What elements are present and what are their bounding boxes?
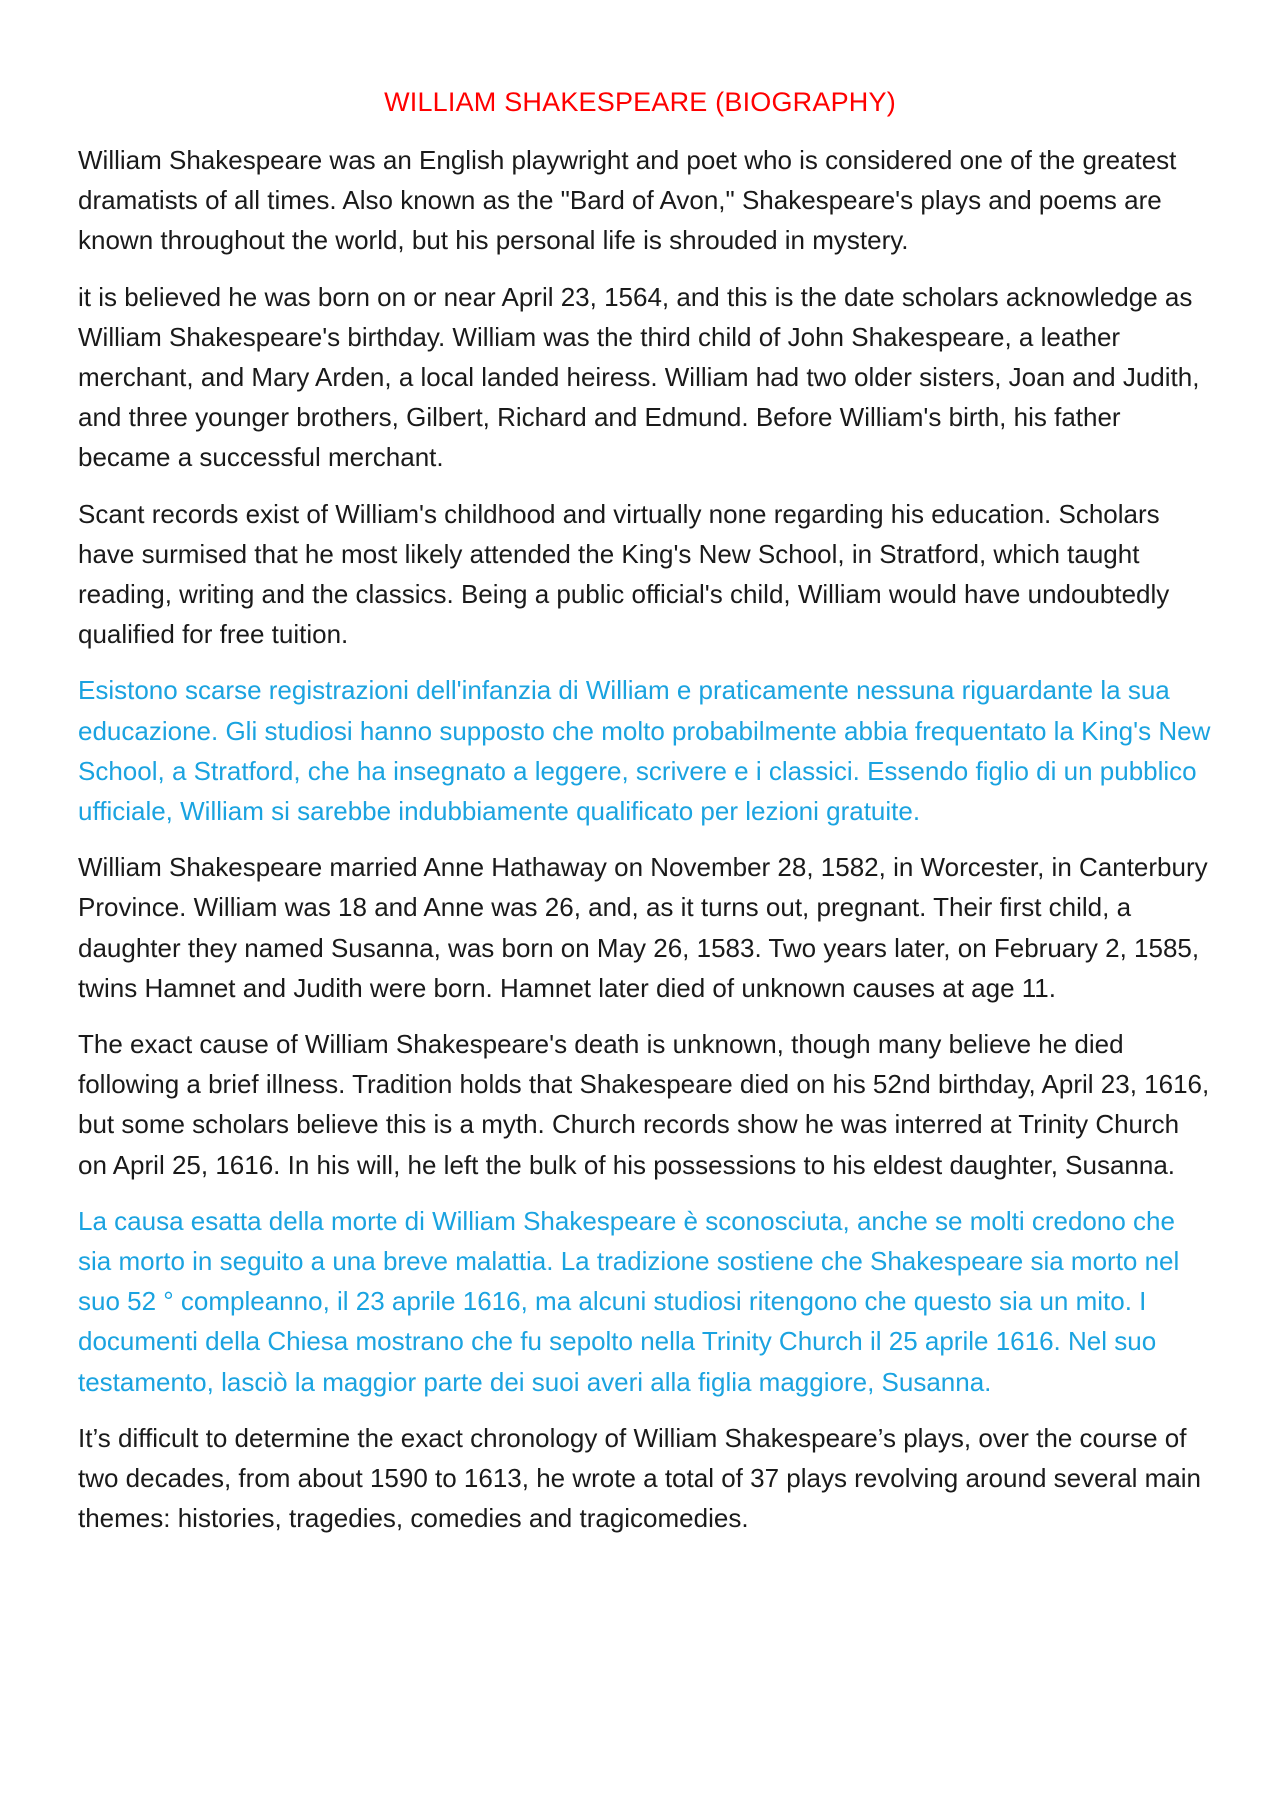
paragraph-death: The exact cause of William Shakespeare's death is unknown, though many believe he died following a brief illness. Tradition holds that Shakespeare died on his 52nd birthday, April 23, 1616, but some scholars believe this is a myth. Church records show he was interred at Trinity Church on April 25, 1616. In his will, he left the bulk of his possessions to his eldest daughter, Susanna. xyxy=(78,1029,1210,1180)
paragraph-childhood: Scant records exist of William's childhood and virtually none regarding his education. Scholars have surmised that he most likely attended the King's New School, in Stratford, which taught reading, writing and the classics. Being a public official's child, William would have undoubtedly qualified for free tuition. xyxy=(78,498,1170,650)
document-body xyxy=(78,140,1213,1555)
paragraph-death-italian: La causa esatta della morte di William Shakespeare è sconosciuta, anche se molti credono che sia morto in seguito a una breve malattia. La tradizione sostiene che Shakespeare sia morto nel suo 52 ° compleanno, il 23 aprile 1616, ma alcuni studiosi ritengono che questo sia un mito. I documenti della Chiesa mostrano che fu sepolto nella Trinity Church il 25 aprile 1616. Nel suo testamento, lasciò la maggior parte dei suoi averi alla figlia maggiore, Susanna. xyxy=(78,1205,1180,1397)
paragraph-marriage: William Shakespeare married Anne Hathaway on November 28, 1582, in Worcester, in Canterbury Province. William was 18 and Anne was 26, and, as it turns out, pregnant. Their first child, a daughter they named Susanna, was born on May 26, 1583. Two years later, on February 2, 1585, twins Hamnet and Judith were born. Hamnet later died of unknown causes at age 11. xyxy=(78,852,1208,1003)
paragraph-intro: William Shakespeare was an English playwright and poet who is considered one of the greatest dramatists of all times. Also known as the "Bard of Avon," Shakespeare's plays and poems are known throughout the world, but his personal life is shrouded in mystery. xyxy=(78,145,1177,256)
paragraph-birth: it is believed he was born on or near April 23, 1564, and this is the date scholars acknowledge as William Shakespeare's birthday. William was the third child of John Shakespeare, a leather merchant, and Mary Arden, a local landed heiress. William had two older sisters, Joan and Judith, and three younger brothers, Gilbert, Richard and Edmund. Before William's birth, his father became a successful merchant. xyxy=(78,281,1200,473)
paragraph-plays: It’s difficult to determine the exact chronology of William Shakespeare’s plays, over the course of two decades, from about 1590 to 1613, he wrote a total of 37 plays revolving around several main themes: histories, tragedies, comedies and tragicomedies. xyxy=(78,1422,1202,1534)
paragraph-childhood-italian: Esistono scarse registrazioni dell'infanzia di William e praticamente nessuna riguardante la sua educazione. Gli studiosi hanno supposto che molto probabilmente abbia frequentato la King's New School, a Stratford, che ha insegnato a leggere, scrivere e i classici. Essendo figlio di un pubblico ufficiale, William si sarebbe indubbiamente qualificato per lezioni gratuite. xyxy=(78,675,1211,827)
document-title: WILLIAM SHAKESPEARE (BIOGRAPHY) xyxy=(384,87,896,117)
